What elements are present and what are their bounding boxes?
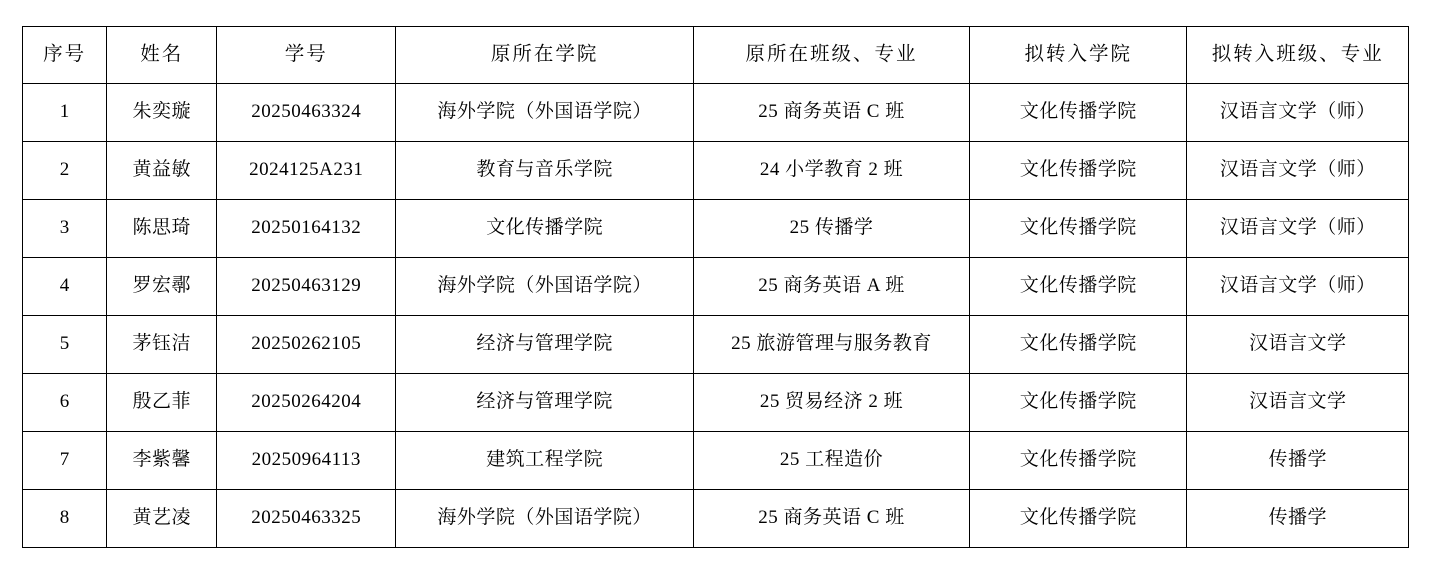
column-header-student-id: 学号: [217, 27, 396, 84]
cell-to-class: 传播学: [1187, 432, 1409, 490]
cell-from-class: 25 贸易经济 2 班: [693, 374, 969, 432]
cell-student-id: 20250964113: [217, 432, 396, 490]
cell-student-id: 20250262105: [217, 316, 396, 374]
cell-name: 罗宏鄩: [107, 258, 217, 316]
table-header: [23, 27, 1409, 84]
cell-index: 3: [23, 200, 107, 258]
cell-from-college: 海外学院（外国语学院）: [396, 258, 693, 316]
cell-student-id: 20250463325: [217, 490, 396, 548]
cell-to-college: 文化传播学院: [970, 200, 1187, 258]
cell-student-id: 2024125A231: [217, 142, 396, 200]
table-row: [23, 200, 1409, 258]
cell-student-id: 20250264204: [217, 374, 396, 432]
table-row: [23, 84, 1409, 142]
cell-from-class: 25 商务英语 A 班: [693, 258, 969, 316]
column-header-name: 姓名: [107, 27, 217, 84]
table-body: [23, 84, 1409, 548]
cell-from-college: 经济与管理学院: [396, 316, 693, 374]
cell-to-class: 汉语言文学（师）: [1187, 200, 1409, 258]
cell-to-class: 汉语言文学（师）: [1187, 84, 1409, 142]
table-row: [23, 316, 1409, 374]
cell-name: 李紫馨: [107, 432, 217, 490]
cell-from-college: 经济与管理学院: [396, 374, 693, 432]
cell-from-class: 25 传播学: [693, 200, 969, 258]
cell-from-class: 25 工程造价: [693, 432, 969, 490]
cell-index: 6: [23, 374, 107, 432]
table-row: [23, 142, 1409, 200]
cell-to-college: 文化传播学院: [970, 490, 1187, 548]
cell-to-class: 汉语言文学（师）: [1187, 258, 1409, 316]
transfer-roster-table: [22, 26, 1409, 548]
cell-to-class: 汉语言文学: [1187, 316, 1409, 374]
cell-to-college: 文化传播学院: [970, 374, 1187, 432]
cell-name: 黄益敏: [107, 142, 217, 200]
table-row: [23, 258, 1409, 316]
table-header-row: [23, 27, 1409, 84]
cell-to-college: 文化传播学院: [970, 258, 1187, 316]
cell-index: 2: [23, 142, 107, 200]
cell-to-class: 汉语言文学（师）: [1187, 142, 1409, 200]
column-header-to-class: 拟转入班级、专业: [1187, 27, 1409, 84]
cell-from-college: 建筑工程学院: [396, 432, 693, 490]
cell-name: 黄艺凌: [107, 490, 217, 548]
cell-from-class: 25 旅游管理与服务教育: [693, 316, 969, 374]
column-header-from-class: 原所在班级、专业: [693, 27, 969, 84]
cell-student-id: 20250463129: [217, 258, 396, 316]
cell-name: 殷乙菲: [107, 374, 217, 432]
cell-to-class: 汉语言文学: [1187, 374, 1409, 432]
cell-index: 5: [23, 316, 107, 374]
cell-from-college: 海外学院（外国语学院）: [396, 84, 693, 142]
cell-name: 朱奕璇: [107, 84, 217, 142]
column-header-from-college: 原所在学院: [396, 27, 693, 84]
cell-index: 7: [23, 432, 107, 490]
cell-from-class: 24 小学教育 2 班: [693, 142, 969, 200]
column-header-to-college: 拟转入学院: [970, 27, 1187, 84]
cell-from-class: 25 商务英语 C 班: [693, 490, 969, 548]
table-row: [23, 432, 1409, 490]
cell-index: 8: [23, 490, 107, 548]
cell-student-id: 20250164132: [217, 200, 396, 258]
cell-from-college: 教育与音乐学院: [396, 142, 693, 200]
cell-index: 1: [23, 84, 107, 142]
cell-name: 茅钰洁: [107, 316, 217, 374]
cell-index: 4: [23, 258, 107, 316]
column-header-index: 序号: [23, 27, 107, 84]
table-row: [23, 374, 1409, 432]
cell-name: 陈思琦: [107, 200, 217, 258]
table-row: [23, 490, 1409, 548]
cell-from-college: 文化传播学院: [396, 200, 693, 258]
cell-to-class: 传播学: [1187, 490, 1409, 548]
cell-student-id: 20250463324: [217, 84, 396, 142]
cell-to-college: 文化传播学院: [970, 316, 1187, 374]
cell-to-college: 文化传播学院: [970, 84, 1187, 142]
cell-from-class: 25 商务英语 C 班: [693, 84, 969, 142]
cell-to-college: 文化传播学院: [970, 142, 1187, 200]
cell-from-college: 海外学院（外国语学院）: [396, 490, 693, 548]
cell-to-college: 文化传播学院: [970, 432, 1187, 490]
